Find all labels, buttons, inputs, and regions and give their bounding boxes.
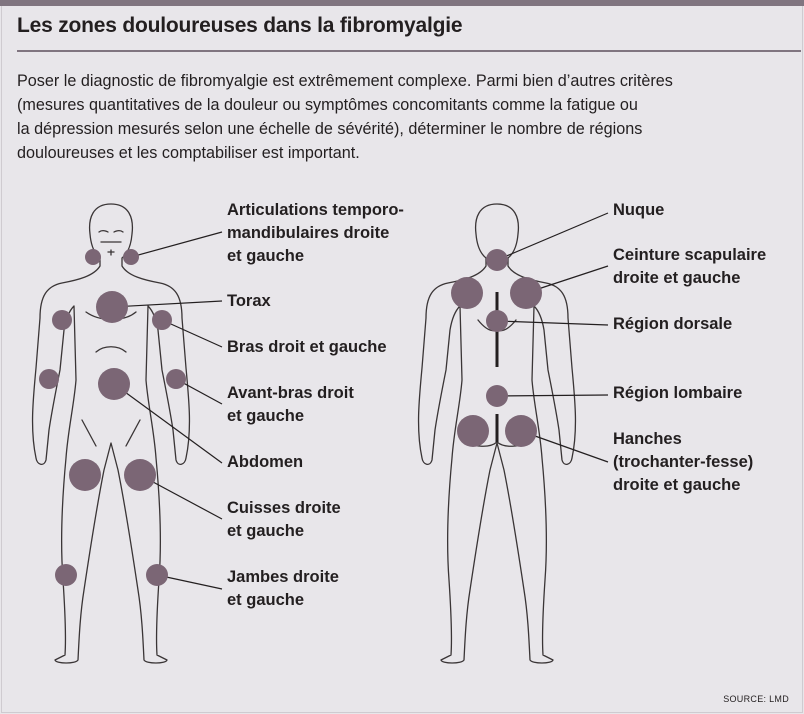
leader-neck	[497, 213, 608, 260]
tender-point-arm-left	[152, 310, 172, 330]
label-thighs	[227, 497, 341, 543]
intro-line: la dépression mesurés selon une échelle de sévérité), déterminer le nombre de régions	[17, 120, 643, 138]
tender-point-thigh-left	[124, 459, 156, 491]
label-line: et gauche	[227, 247, 305, 265]
tender-point-jaw-left	[123, 249, 139, 265]
tender-point-leg-left	[146, 564, 168, 586]
tender-point-torax	[96, 291, 128, 323]
label-line: Bras droit et gauche	[227, 338, 387, 356]
label-line: Nuque	[613, 201, 665, 219]
front-body-outline	[33, 204, 190, 663]
label-line: Hanches	[613, 430, 682, 448]
intro-line: (mesures quantitatives de la douleur ou symptômes concomitants comme la fatigue ou	[17, 96, 638, 114]
intro-line: douloureuses et les comptabiliser est important.	[17, 144, 360, 162]
leader-lumbar	[497, 395, 608, 396]
page-title: Les zones douloureuses dans la fibromyalgie	[17, 14, 463, 37]
tender-point-leg-right	[55, 564, 77, 586]
leader-torax	[112, 301, 222, 307]
label-line: droite et gauche	[613, 269, 741, 287]
label-line: Jambes droite	[227, 568, 339, 586]
label-line: Ceinture scapulaire	[613, 246, 767, 264]
tender-point-jaw-right	[85, 249, 101, 265]
tender-point-hip-right	[457, 415, 489, 447]
label-shoulders	[613, 244, 766, 290]
label-dorsal	[613, 313, 732, 336]
label-line: droite et gauche	[613, 476, 741, 494]
label-line: et gauche	[227, 591, 305, 609]
label-line: Avant-bras droit	[227, 384, 354, 402]
tender-point-forearm-right	[39, 369, 59, 389]
tender-point-hip-left	[505, 415, 537, 447]
label-hips	[613, 428, 753, 497]
label-line: et gauche	[227, 522, 305, 540]
label-arms	[227, 336, 387, 359]
tender-point-arm-right	[52, 310, 72, 330]
tender-point-shoulder-left	[510, 277, 542, 309]
label-line: mandibulaires droite	[227, 224, 390, 242]
label-lumbar	[613, 382, 742, 405]
label-torax	[227, 290, 271, 313]
label-line: Région dorsale	[613, 315, 733, 333]
tender-point-lumbar	[486, 385, 508, 407]
tender-point-dorsal	[486, 310, 508, 332]
label-line: Abdomen	[227, 453, 304, 471]
tender-point-shoulder-right	[451, 277, 483, 309]
label-line: Cuisses droite	[227, 499, 341, 517]
label-line: et gauche	[227, 407, 305, 425]
leader-tmj	[131, 232, 222, 257]
label-legs	[227, 566, 339, 612]
tender-point-neck	[486, 249, 508, 271]
label-neck	[613, 199, 664, 222]
label-line: Torax	[227, 292, 271, 310]
label-line: (trochanter-fesse)	[613, 453, 754, 471]
label-line: Articulations temporo-	[227, 201, 404, 219]
tender-point-forearm-left	[166, 369, 186, 389]
label-abdomen	[227, 451, 303, 474]
intro-line: Poser le diagnostic de fibromyalgie est extrêmement complexe. Parmi bien d’autres critères	[17, 72, 673, 90]
label-forearms	[227, 382, 354, 428]
label-line: Région lombaire	[613, 384, 743, 402]
label-tmj	[227, 199, 404, 268]
tender-point-thigh-right	[69, 459, 101, 491]
source-credit: SOURCE: LMD	[723, 694, 789, 704]
tender-point-abdomen	[98, 368, 130, 400]
